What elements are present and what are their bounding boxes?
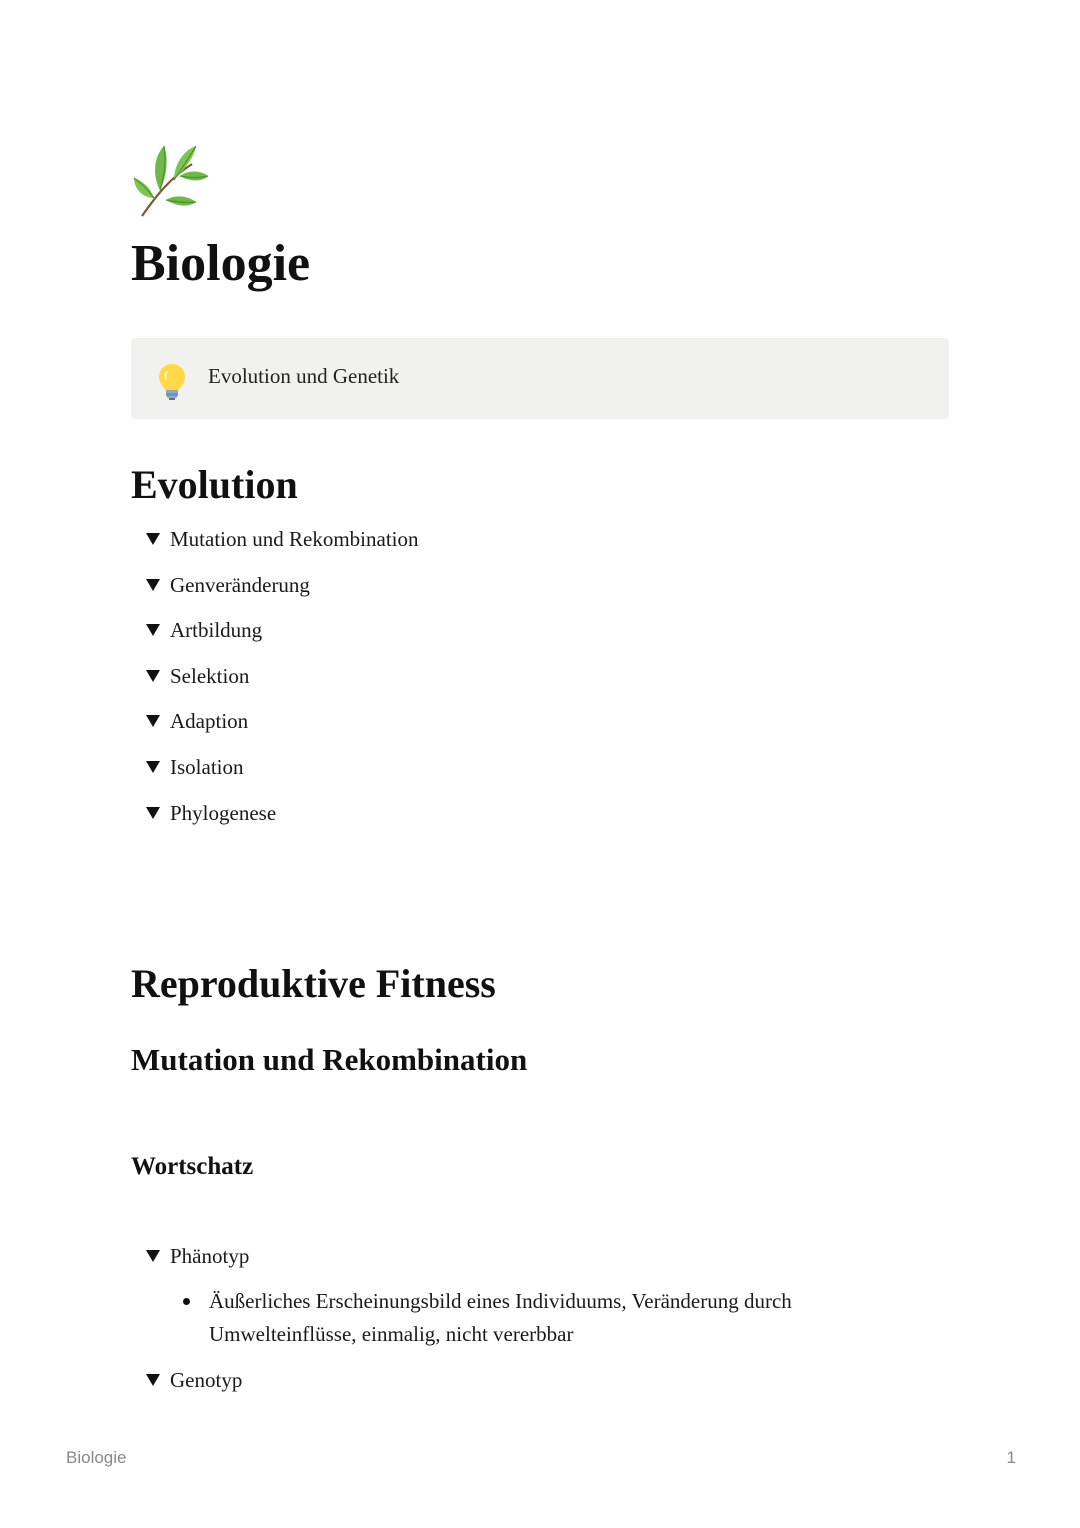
triangle-down-icon[interactable] xyxy=(146,579,160,591)
toggle-mutation-und-rekombination[interactable] xyxy=(145,524,418,554)
triangle-down-icon[interactable] xyxy=(146,624,160,636)
toggle-label: Selektion xyxy=(170,664,250,688)
callout-block[interactable] xyxy=(131,338,949,419)
bullet-dot-icon xyxy=(183,1298,190,1305)
toggle-label: Genveränderung xyxy=(170,573,310,597)
heading-evolution: Evolution xyxy=(131,462,298,507)
toggle-label: Genotyp xyxy=(170,1368,243,1392)
footer-doc-name: Biologie xyxy=(66,1448,127,1467)
lightbulb-icon[interactable] xyxy=(157,362,187,402)
toggle-adaption[interactable] xyxy=(145,706,248,736)
toggle-label: Adaption xyxy=(170,709,249,733)
toggle-genotyp[interactable] xyxy=(145,1365,242,1395)
toggle-label: Mutation und Rekombination xyxy=(170,527,419,551)
triangle-down-icon[interactable] xyxy=(146,715,160,727)
toggle-label: Artbildung xyxy=(170,618,263,642)
leaf-branch-icon[interactable] xyxy=(130,140,210,220)
toggle-artbildung[interactable] xyxy=(145,615,262,645)
toggle-phaenotyp[interactable] xyxy=(145,1241,249,1271)
bullet-text: Äußerliches Erscheinungsbild eines Individuums, Veränderung durch Umwelteinflüsse, einmalig, nicht vererbbar xyxy=(209,1289,792,1346)
page-title[interactable]: Biologie xyxy=(131,235,311,292)
toggle-label: Phänotyp xyxy=(170,1244,250,1268)
heading-mutation-und-rekombination: Mutation und Rekombination xyxy=(131,1042,528,1077)
triangle-down-icon[interactable] xyxy=(146,761,160,773)
footer-page-number: 1 xyxy=(1006,1448,1016,1467)
toggle-genveraenderung[interactable] xyxy=(145,570,310,600)
heading-wortschatz: Wortschatz xyxy=(131,1153,254,1180)
triangle-down-icon[interactable] xyxy=(146,670,160,682)
heading-reproduktive-fitness: Reproduktive Fitness xyxy=(131,961,496,1006)
triangle-down-icon[interactable] xyxy=(146,1250,160,1262)
list-item xyxy=(183,1285,843,1351)
triangle-down-icon[interactable] xyxy=(146,533,160,545)
triangle-down-icon[interactable] xyxy=(146,807,160,819)
callout-text: Evolution und Genetik xyxy=(208,364,400,388)
toggle-label: Phylogenese xyxy=(170,801,277,825)
toggle-phylogenese[interactable] xyxy=(145,798,276,828)
toggle-selektion[interactable] xyxy=(145,661,249,691)
toggle-label: Isolation xyxy=(170,755,244,779)
toggle-isolation[interactable] xyxy=(145,752,244,782)
triangle-down-icon[interactable] xyxy=(146,1374,160,1386)
